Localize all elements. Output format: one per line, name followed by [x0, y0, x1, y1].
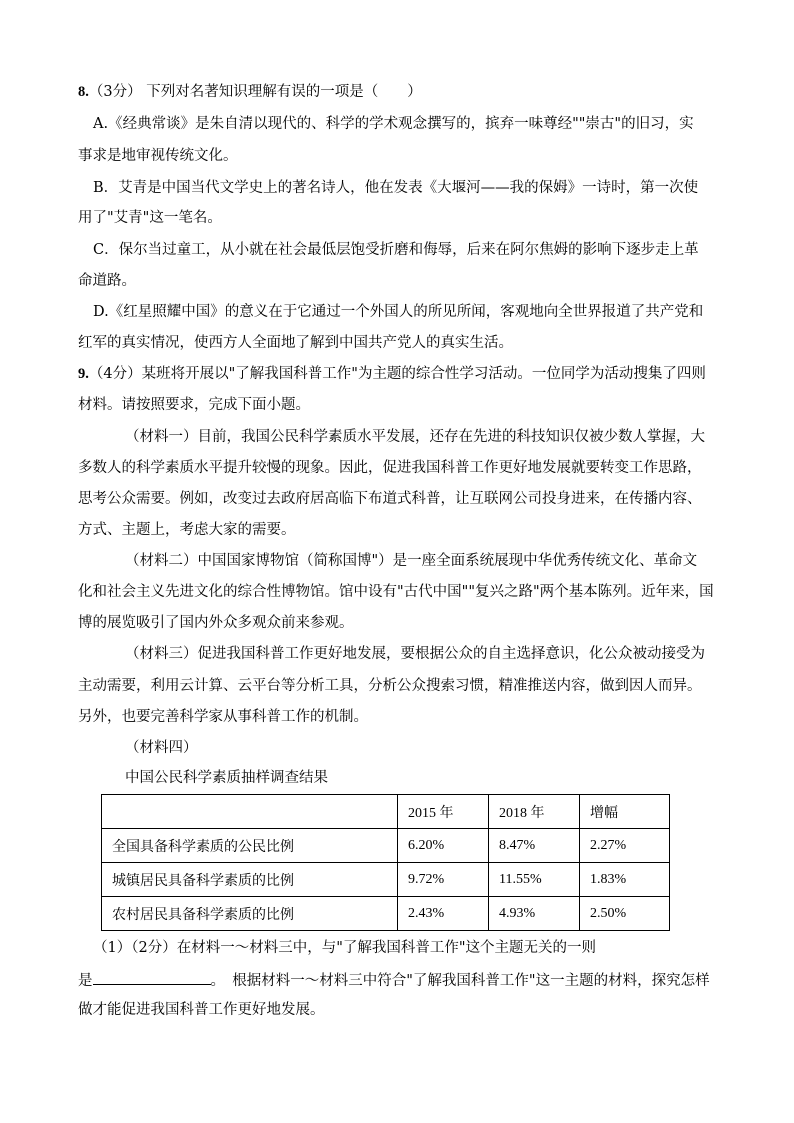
- sub-question-1-line3: 做才能促进我国科普工作更好地发展。: [78, 1002, 325, 1018]
- table-cell: 2.43%: [398, 897, 489, 931]
- table-row: [102, 829, 670, 863]
- material-3-line2: 主动需要，利用云计算、云平台等分析工具，分析公众搜索习惯，精准推送内容，做到因人而异。: [78, 678, 702, 694]
- q8-option-b-line1: B．艾青是中国当代文学史上的著名诗人，他在发表《大堰河——我的保姆》一诗时，第一次使: [93, 180, 699, 196]
- table-cell: 2.50%: [580, 897, 670, 931]
- material-1-line1: （材料一）目前，我国公民科学素质水平发展，还存在先进的科技知识仅被少数人掌握，大: [125, 429, 705, 445]
- q8-option-c-line1: C．保尔当过童工，从小就在社会最低层饱受折磨和侮辱，后来在阿尔焦姆的影响下逐步走上革: [93, 242, 699, 258]
- q8-option-a-line2: 事求是地审视传统文化。: [78, 148, 238, 164]
- material-1-line4: 方式、主题上，考虑大家的需要。: [78, 522, 296, 538]
- q8-number: 8.: [78, 84, 89, 100]
- table-header-cell: 2015 年: [398, 795, 489, 829]
- sub-question-1-prefix: 是: [78, 973, 93, 989]
- table-cell: 1.83%: [580, 863, 670, 897]
- material-2-line3: 博的展览吸引了国内外众多观众前来参观。: [78, 615, 354, 631]
- q9-stem-line1: [78, 364, 706, 384]
- q9-stem-1: （4分）某班将开展以"了解我国科普工作"为主题的综合性学习活动。一位同学为活动搜集了四则: [88, 366, 706, 382]
- table-cell: 2.27%: [580, 829, 670, 863]
- q8-stem: （3分） 下列对名著知识理解有误的一项是（ ）: [88, 84, 422, 100]
- q8-option-a-line1: A.《经典常谈》是朱自清以现代的、科学的学术观念撰写的，摈弃一味尊经""崇古"的旧习，实: [93, 116, 694, 132]
- table-header-cell: [102, 795, 398, 829]
- table-cell: 8.47%: [489, 829, 580, 863]
- survey-table: [101, 794, 670, 931]
- material-1-line2: 多数人的科学素质水平提升较慢的现象。因此，促进我国科普工作更好地发展就要转变工作思路，: [78, 460, 702, 476]
- material-2-line1: （材料二）中国国家博物馆（简称国博"）是一座全面系统展现中华优秀传统文化、革命文: [125, 553, 698, 569]
- material-2-line2: 化和社会主义先进文化的综合性博物馆。馆中设有"古代中国""复兴之路"两个基本陈列。近年来，国: [78, 584, 714, 600]
- table-header-cell: 增幅: [580, 795, 670, 829]
- table-cell: 全国具备科学素质的公民比例: [102, 829, 398, 863]
- material-4-label: （材料四）: [125, 740, 198, 756]
- table-cell: 4.93%: [489, 897, 580, 931]
- table-cell: 城镇居民具备科学素质的比例: [102, 863, 398, 897]
- q8-stem-line: [78, 82, 422, 102]
- sub-question-1-line2: [78, 970, 710, 991]
- answer-blank[interactable]: [93, 970, 211, 985]
- q8-option-d-line1: D.《红星照耀中国》的意义在于它通过一个外国人的所见所闻，客观地向全世界报道了共产党和: [93, 304, 704, 320]
- table-header-cell: 2018 年: [489, 795, 580, 829]
- q8-option-b-line2: 用了"艾青"这一笔名。: [78, 210, 222, 226]
- q8-option-c-line2: 命道路。: [78, 273, 136, 289]
- table-cell: 9.72%: [398, 863, 489, 897]
- table-row: [102, 897, 670, 931]
- table-title: 中国公民科学素质抽样调查结果: [125, 770, 328, 786]
- sub-question-1-text: 。 根据材料一～材料三中符合"了解我国科普工作"这一主题的材料，探究怎样: [210, 973, 710, 989]
- q9-number: 9.: [78, 366, 89, 382]
- table-cell: 农村居民具备科学素质的比例: [102, 897, 398, 931]
- table-cell: 11.55%: [489, 863, 580, 897]
- sub-question-1-line1: （1）（2分）在材料一～材料三中，与"了解我国科普工作"这个主题无关的一则: [93, 940, 597, 956]
- table-header-row: [102, 795, 670, 829]
- material-1-line3: 思考公众需要。例如，改变过去政府居高临下布道式科普，让互联网公司投身进来，在传播内容、: [78, 491, 702, 507]
- table-row: [102, 863, 670, 897]
- q8-option-d-line2: 红军的真实情况，使西方人全面地了解到中国共产党人的真实生活。: [78, 335, 513, 351]
- material-3-line3: 另外，也要完善科学家从事科普工作的机制。: [78, 709, 368, 725]
- table-cell: 6.20%: [398, 829, 489, 863]
- q9-stem-line2: 材料。请按照要求，完成下面小题。: [78, 397, 310, 413]
- material-3-line1: （材料三）促进我国科普工作更好地发展，要根据公众的自主选择意识，化公众被动接受为: [125, 646, 705, 662]
